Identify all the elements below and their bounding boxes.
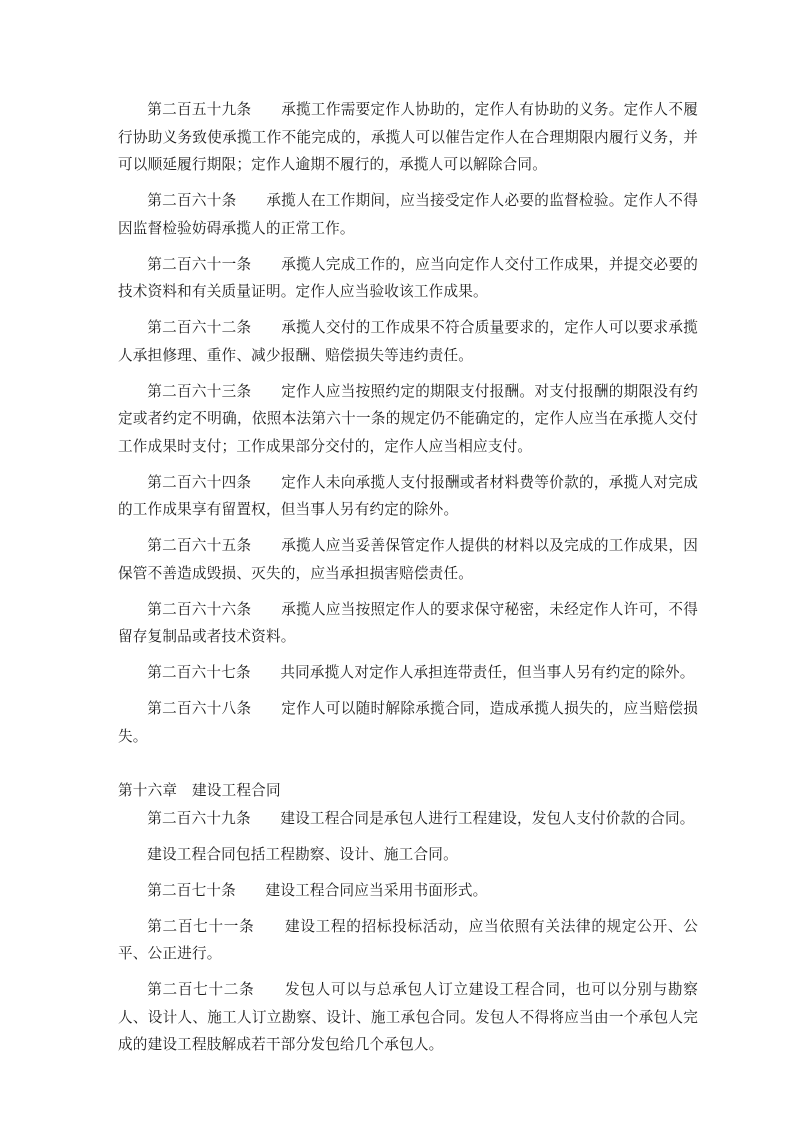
article-259 [118,96,698,179]
article-number: 第二百六十三条 [147,382,252,400]
article-268 [118,695,698,750]
article-text: 建设工程合同包括工程勘察、设计、施工合同。 [147,845,458,863]
article-number: 第二百六十六条 [147,600,252,618]
chapter-heading [118,777,698,805]
article-267 [118,659,698,687]
article-263 [118,378,698,461]
article-number: 第二百七十二条 [147,981,255,998]
article-text: 承揽人应当妥善保管定作人提供的材料以及完成的工作成果，因保管不善造成毁损、灭失的，应当承担损害赔偿责任。 [118,537,698,582]
article-number: 第二百六十一条 [147,255,252,273]
article-text: 建设工程合同是承包人进行工程建设，发包人支付价款的合同。 [280,809,695,827]
article-text: 承揽工作需要定作人协助的，定作人有协助的义务。定作人不履行协助义务致使承揽工作不能完成的，承揽人可以催告定作人在合理期限内履行义务，并可以顺延履行期限；定作人逾期不履行的，承揽人可以解除合同。 [118,101,698,173]
article-269-clause [118,841,698,869]
article-text: 承揽人交付的工作成果不符合质量要求的，定作人可以要求承揽人承担修理、重作、减少报酬、赔偿损失等违约责任。 [118,319,698,364]
article-270 [118,877,698,905]
article-266 [118,596,698,651]
article-260 [118,187,698,242]
article-number: 第二百七十条 [147,881,236,899]
article-264 [118,469,698,524]
article-text: 承揽人在工作期间，应当接受定作人必要的监督检验。定作人不得因监督检验妨碍承揽人的正常工作。 [118,192,698,237]
article-text: 发包人可以与总承包人订立建设工程合同，也可以分别与勘察人、设计人、施工人订立勘察、设计、施工承包合同。发包人不得将应当由一个承包人完成的建设工程肢解成若干部分发包给几个承包人。 [118,981,698,1053]
article-text: 建设工程合同应当采用书面形式。 [265,881,488,899]
article-text: 定作人未向承揽人支付报酬或者材料费等价款的，承揽人对完成的工作成果享有留置权，但当事人另有约定的除外。 [118,473,698,518]
article-number: 第二百六十九条 [147,809,251,827]
chapter-title: 建设工程合同 [191,782,281,799]
article-text: 共同承揽人对定作人承担连带责任，但当事人另有约定的除外。 [280,664,695,681]
article-text: 承揽人完成工作的，应当向定作人交付工作成果，并提交必要的技术资料和有关质量证明。定作人应当验收该工作成果。 [118,255,698,300]
article-271 [118,913,698,968]
document-page [118,96,698,1059]
article-number: 第二百五十九条 [147,101,252,118]
article-number: 第二百七十一条 [147,917,255,935]
article-number: 第二百六十二条 [147,319,252,336]
article-text: 定作人应当按照约定的期限支付报酬。对支付报酬的期限没有约定或者约定不明确，依照本法第六十一条的规定仍不能确定的，定作人应当在承揽人交付工作成果时支付；工作成果部分交付的，定作人应当相应支付。 [118,382,698,455]
article-number: 第二百六十七条 [147,664,251,681]
article-number: 第二百六十四条 [147,473,252,491]
article-262 [118,314,698,369]
article-272 [118,976,698,1059]
article-text: 定作人可以随时解除承揽合同，造成承揽人损失的，应当赔偿损失。 [118,700,698,745]
article-number: 第二百六十八条 [147,700,252,717]
article-265 [118,532,698,587]
article-269 [118,805,698,833]
chapter-number: 第十六章 [118,782,178,799]
article-number: 第二百六十条 [147,192,237,209]
article-text: 承揽人应当按照定作人的要求保守秘密，未经定作人许可，不得留存复制品或者技术资料。 [118,600,698,645]
article-text: 建设工程的招标投标活动，应当依照有关法律的规定公开、公平、公正进行。 [118,917,698,962]
article-number: 第二百六十五条 [147,537,252,554]
article-261 [118,251,698,306]
